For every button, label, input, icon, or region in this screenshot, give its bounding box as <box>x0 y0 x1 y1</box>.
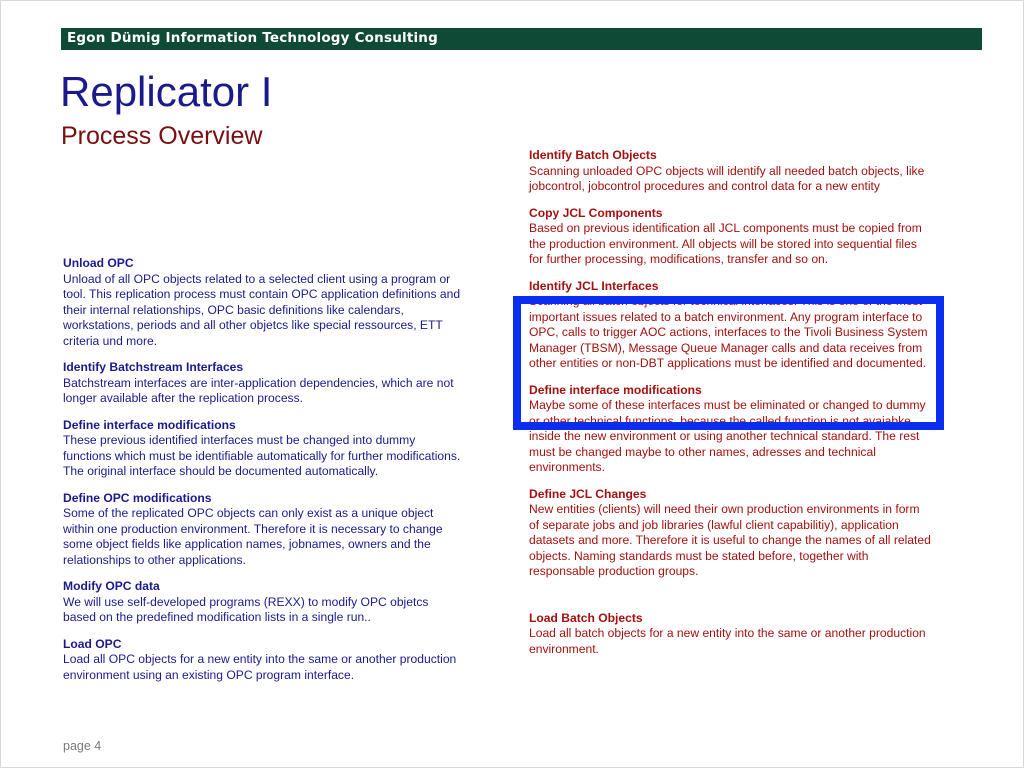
section-define-interface-modifications <box>63 418 463 480</box>
company-name: Egon Dümig Information Technology Consulting <box>67 30 438 46</box>
section-load-batch-objects <box>529 611 931 658</box>
section-heading: Define interface modifications <box>529 382 702 397</box>
page-subtitle: Process Overview <box>61 122 263 150</box>
left-column <box>63 256 463 694</box>
section-copy-jcl-components <box>529 206 931 268</box>
section-heading: Copy JCL Components <box>529 205 663 220</box>
section-modify-opc-data <box>63 579 463 626</box>
page-title: Replicator I <box>60 68 273 115</box>
section-body: These previous identified interfaces must be changed into dummy functions which must be identifiable automatically for further modifications. The original interface should be documented automatically. <box>63 433 461 478</box>
section-body: New entities (clients) will need their own production environments in form of separate jobs and job libraries (lawful client capabilitiy), application datasets and more. Therefore it is useful to change the names of all related objects. Naming standards must be stated before, together with responsable production groups. <box>529 502 931 578</box>
section-unload-opc <box>63 256 463 349</box>
section-identify-batch-objects <box>529 148 931 195</box>
highlight-box <box>513 296 944 430</box>
page-number: page 4 <box>63 739 102 753</box>
section-body: Load all batch objects for a new entity into the same or another production environment. <box>529 626 926 656</box>
section-define-jcl-changes <box>529 487 931 580</box>
section-body: Maybe some of these interfaces must be eliminated or changed to dummy or other technical functions, because the called function is not avaiabke inside the new environment or using another technical standard. The rest must be changed maybe to other names, adresses and technical environments. <box>529 398 926 474</box>
section-body: We will use self-developed programs (REXX) to modify OPC objetcs based on the predefined modification lists in a single run.. <box>63 594 429 624</box>
section-heading: Load OPC <box>63 636 122 651</box>
spacer <box>529 591 931 611</box>
section-body: Based on previous identification all JCL components must be copied from the production environment. All objects will be stored into sequential files for further processing, modifications, transfer and so on. <box>529 221 922 266</box>
section-heading: Unload OPC <box>63 256 134 270</box>
section-heading: Identify JCL Interfaces <box>529 278 659 293</box>
header-bar <box>61 28 982 50</box>
section-body: Some of the replicated OPC objects can only exist as a unique object within one production environment. Therefore it is necessary to change some object fields like application names, jobnames, owners and the relationships to other applications. <box>63 506 443 567</box>
section-heading: Modify OPC data <box>63 579 160 593</box>
section-body: Load all OPC objects for a new entity into the same or another production environment using an existing OPC program interface. <box>63 652 457 682</box>
section-body: Scanning all batch objects for technical interfaces. This is one of the most important issues related to a batch environment. Any program interface to OPC, calls to trigger AOC actions, interfaces to the Tivoli Business System Manager (TBSM), Message Queue Manager calls and data receives from other entities or non-DBT applications must be identified and documented. <box>529 294 928 370</box>
section-body: Unload of all OPC objects related to a selected client using a program or tool. This replication process must contain OPC application definitions and their internal relationships, OPC basic definitions like calendars, workstations, periods and all other objetcs like special ressources, ETT criteria und more. <box>63 271 461 348</box>
section-heading: Identify Batch Objects <box>529 148 657 162</box>
section-identify-batchstream-interfaces <box>63 360 463 407</box>
section-heading: Define OPC modifications <box>63 490 212 505</box>
section-heading: Define interface modifications <box>63 417 236 432</box>
section-body: Batchstream interfaces are inter-application dependencies, which are not longer available after the replication process. <box>63 375 454 405</box>
section-define-opc-modifications <box>63 491 463 569</box>
section-heading: Load Batch Objects <box>529 610 643 625</box>
section-body: Scanning unloaded OPC objects will identify all needed batch objects, like jobcontrol, jobcontrol procedures and control data for a new entity <box>529 163 925 193</box>
section-load-opc <box>63 637 463 684</box>
section-heading: Define JCL Changes <box>529 486 647 501</box>
section-heading: Identify Batchstream Interfaces <box>63 360 244 374</box>
